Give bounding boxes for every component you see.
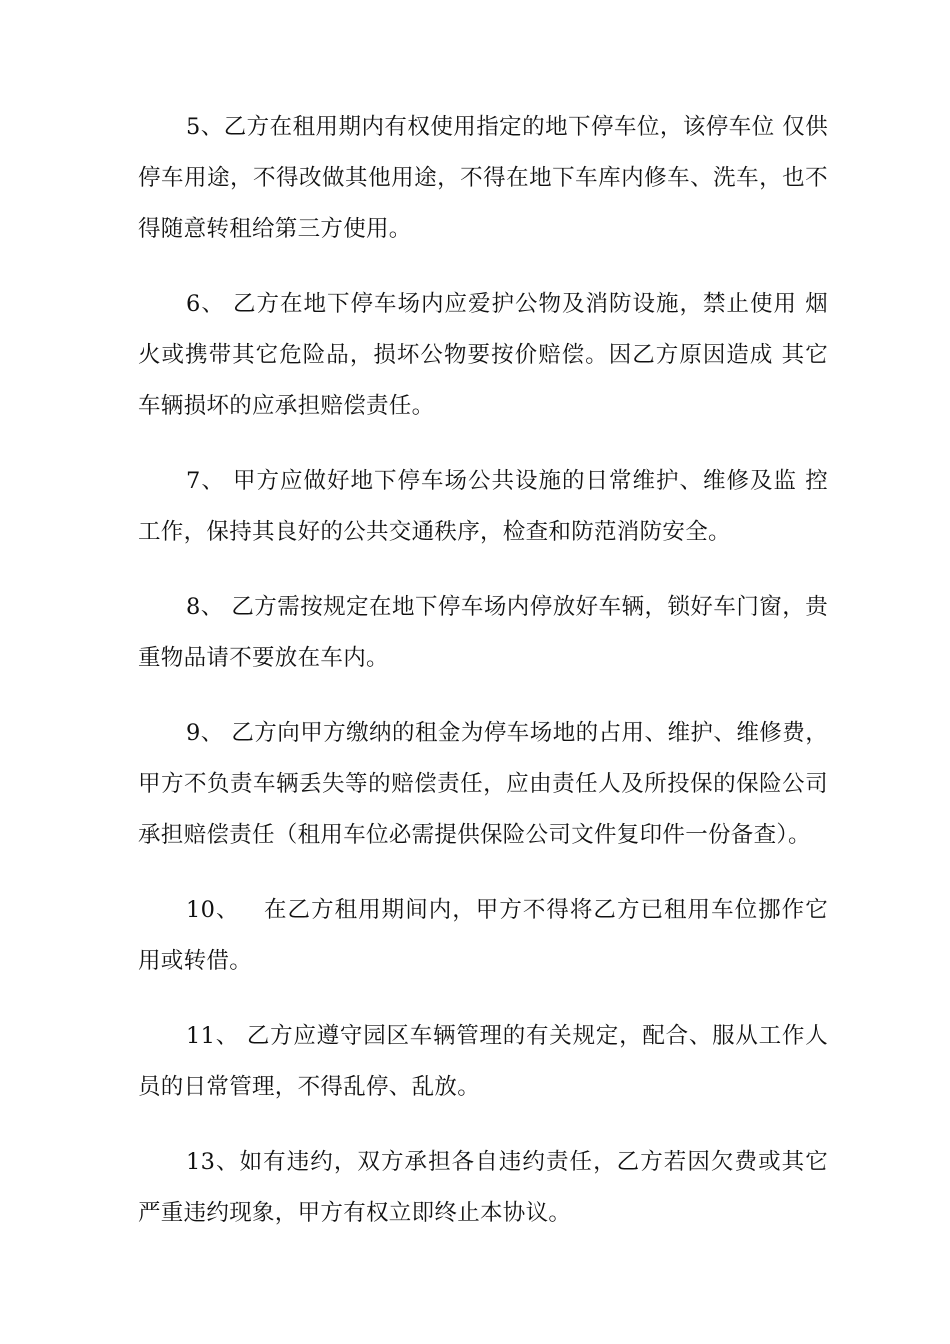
clause-9: 9、 乙方向甲方缴纳的租金为停车场地的占用、维护、维修费，甲方不负责车辆丢失等的赔偿责任，应由责任人及所投保的保险公司承担赔偿责任（租用车位必需提供保险公司文件复印件一份备查）。 xyxy=(138,720,828,848)
clause-8: 8、 乙方需按规定在地下停车场内停放好车辆，锁好车门窗，贵重物品请不要放在车内。 xyxy=(138,594,828,671)
clause-7: 7、 甲方应做好地下停车场公共设施的日常维护、维修及监 控工作，保持其良好的公共交通秩序，检查和防范消防安全。 xyxy=(138,468,828,545)
clause-11: 11、 乙方应遵守园区车辆管理的有关规定，配合、服从工作人员的日常管理，不得乱停、乱放。 xyxy=(138,1023,828,1100)
clause-10: 10、 在乙方租用期间内，甲方不得将乙方已租用车位挪作它用或转借。 xyxy=(138,897,828,974)
clause-6: 6、 乙方在地下停车场内应爱护公物及消防设施，禁止使用 烟火或携带其它危险品，损坏公物要按价赔偿。因乙方原因造成 其它车辆损坏的应承担赔偿责任。 xyxy=(138,291,828,419)
document-body xyxy=(138,102,828,1263)
clause-5: 5、乙方在租用期内有权使用指定的地下停车位，该停车位 仅供停车用途，不得改做其他用途，不得在地下车库内修车、洗车，也不得随意转租给第三方使用。 xyxy=(138,114,828,242)
clause-13: 13、如有违约，双方承担各自违约责任，乙方若因欠费或其它严重违约现象，甲方有权立即终止本协议。 xyxy=(138,1149,828,1226)
